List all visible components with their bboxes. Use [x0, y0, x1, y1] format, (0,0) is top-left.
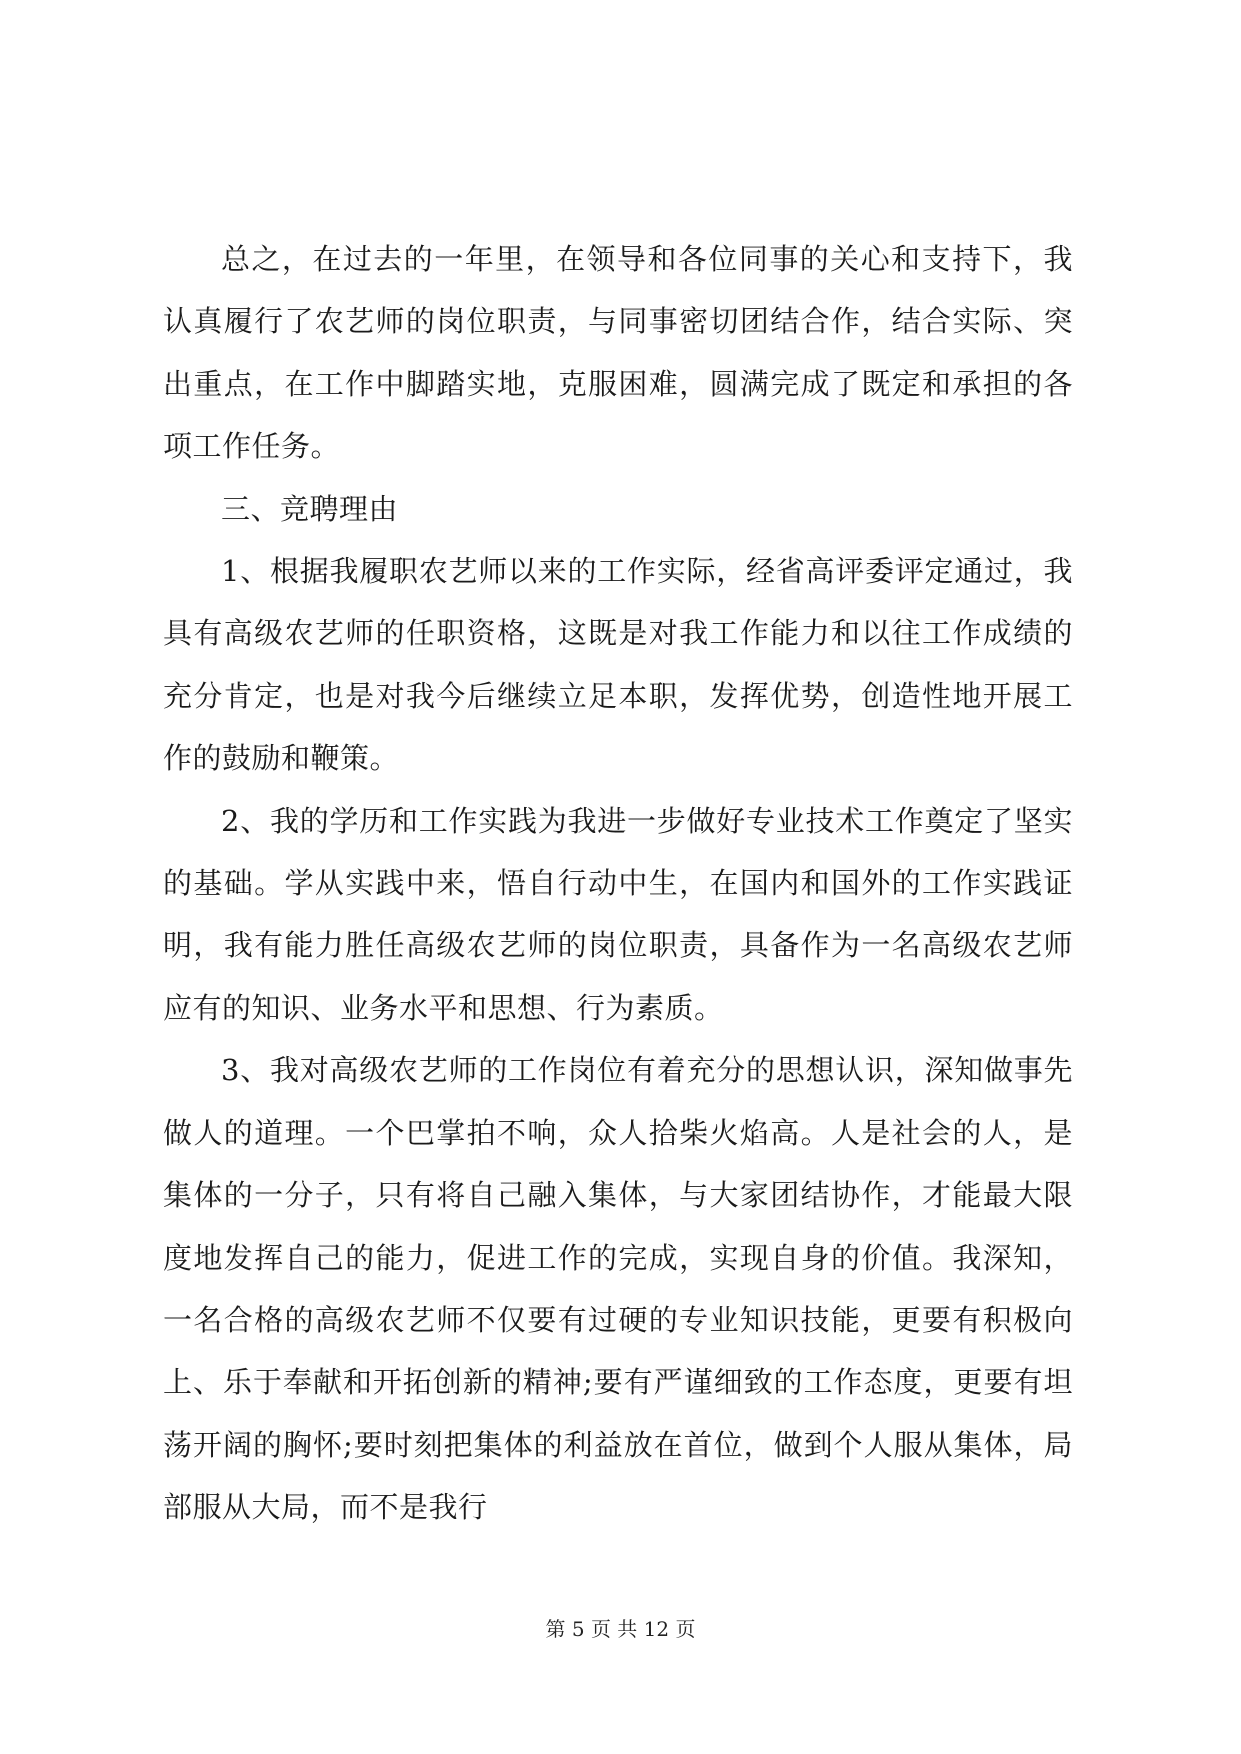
- page-number-footer: 第 5 页 共 12 页: [545, 1617, 696, 1641]
- paragraph-reason-3: 3、我对高级农艺师的工作岗位有着充分的思想认识，深知做事先做人的道理。一个巴掌拍不响，众人拾柴火焰高。人是社会的人，是集体的一分子，只有将自己融入集体，与大家团结协作，才能最大限度地发挥自己的能力，促进工作的完成，实现自身的价值。我深知，一名合格的高级农艺师不仅要有过硬的专业知识技能，更要有积极向上、乐于奉献和开拓创新的精神;要有严谨细致的工作态度，更要有坦荡开阔的胸怀;要时刻把集体的利益放在首位，做到个人服从集体，局部服从大局，而不是我行: [163, 1053, 1073, 1525]
- paragraph-summary: 总之，在过去的一年里，在领导和各位同事的关心和支持下，我认真履行了农艺师的岗位职责，与同事密切团结合作，结合实际、突出重点，在工作中脚踏实地，克服困难，圆满完成了既定和承担的各项工作任务。: [163, 242, 1073, 464]
- document-body: [163, 228, 1073, 1539]
- section-heading-reasons: 三、竞聘理由: [221, 491, 399, 526]
- paragraph-reason-2: 2、我的学历和工作实践为我进一步做好专业技术工作奠定了坚实的基础。学从实践中来，悟自行动中生，在国内和国外的工作实践证明，我有能力胜任高级农艺师的岗位职责，具备作为一名高级农艺师应有的知识、业务水平和思想、行为素质。: [163, 803, 1073, 1025]
- paragraph-reason-1: 1、根据我履职农艺师以来的工作实际，经省高评委评定通过，我具有高级农艺师的任职资格，这既是对我工作能力和以往工作成绩的充分肯定，也是对我今后继续立足本职，发挥优势，创造性地开展工作的鼓励和鞭策。: [163, 554, 1073, 776]
